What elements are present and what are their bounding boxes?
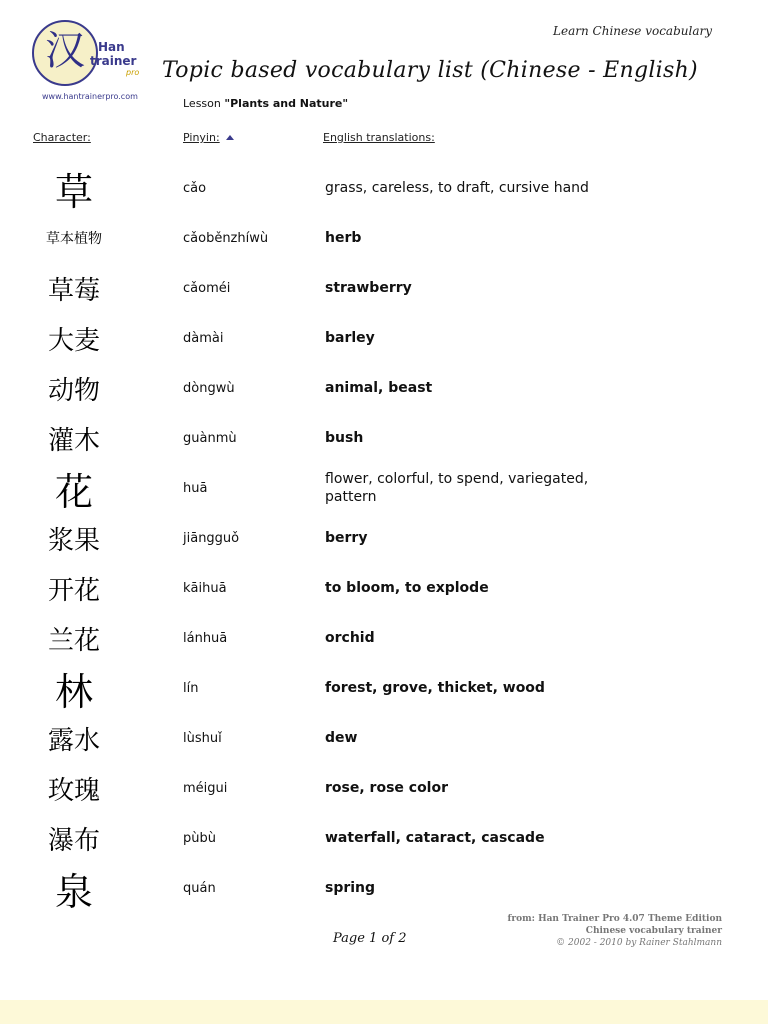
column-header-pinyin-label: Pinyin:: [183, 131, 220, 144]
vocab-row: [0, 363, 768, 413]
vocab-character: 瀑布: [47, 825, 100, 856]
vocab-character: 动物: [47, 375, 100, 406]
vocab-pinyin: lùshuǐ: [183, 730, 222, 746]
vocab-row: [0, 213, 768, 263]
vocab-row: [0, 713, 768, 763]
column-header-character[interactable]: Character:: [33, 131, 91, 144]
vocab-english: spring: [325, 880, 376, 896]
vocab-row: [0, 813, 768, 863]
vocab-pinyin: huā: [183, 480, 208, 496]
vocab-english: barley: [325, 330, 375, 346]
footer-credits: [507, 913, 722, 949]
vocab-row: [0, 463, 768, 513]
vocab-character: 花: [54, 469, 93, 514]
vocab-english: dew: [325, 730, 358, 746]
vocab-character: 草本植物: [46, 231, 102, 247]
logo-url[interactable]: www.hantrainerpro.com: [42, 92, 138, 101]
vocab-row: [0, 663, 768, 713]
vocab-english: rose, rose color: [325, 780, 449, 796]
logo-trainer-text: trainer: [90, 54, 137, 68]
vocab-english: grass, careless, to draft, cursive hand: [325, 180, 589, 196]
vocab-english: bush: [325, 430, 364, 446]
sort-ascending-icon: [226, 135, 234, 140]
vocab-english: animal, beast: [325, 380, 433, 396]
vocab-english: berry: [325, 530, 368, 546]
vocab-row: [0, 263, 768, 313]
vocab-row: [0, 613, 768, 663]
page-number: Page 1 of 2: [333, 931, 407, 946]
tagline: Learn Chinese vocabulary: [553, 24, 712, 38]
vocab-row: [0, 863, 768, 913]
logo-han-text: Han: [98, 40, 125, 54]
vocab-row: [0, 763, 768, 813]
vocab-character: 草莓: [47, 275, 100, 306]
vocab-character: 浆果: [47, 525, 100, 556]
vocab-english: forest, grove, thicket, wood: [325, 680, 545, 696]
vocab-pinyin: lánhuā: [183, 630, 228, 646]
page-title: Topic based vocabulary list (Chinese - English): [162, 58, 698, 83]
vocab-pinyin: kāihuā: [183, 580, 227, 596]
vocab-character: 露水: [47, 725, 100, 756]
footer-subtitle: Chinese vocabulary trainer: [585, 926, 722, 936]
vocab-english: flower, colorful, to spend, variegated, pattern: [325, 471, 589, 505]
vocab-pinyin: cǎoběnzhíwù: [183, 230, 269, 246]
vocab-pinyin: lín: [183, 680, 199, 696]
vocab-pinyin: cǎoméi: [183, 280, 231, 296]
vocab-english: herb: [325, 230, 362, 246]
vocab-pinyin: méigui: [183, 780, 228, 796]
vocab-character: 大麦: [47, 325, 100, 356]
vocab-english: orchid: [325, 630, 375, 646]
column-header-pinyin[interactable]: [183, 131, 234, 144]
vocab-pinyin: pùbù: [183, 830, 216, 846]
vocab-character: 泉: [54, 869, 93, 914]
lesson-name: "Plants and Nature": [224, 97, 349, 110]
vocab-row: [0, 313, 768, 363]
vocab-pinyin: cǎo: [183, 180, 207, 196]
vocab-character: 林: [54, 669, 93, 714]
vocab-pinyin: dàmài: [183, 330, 224, 346]
vocab-english: waterfall, cataract, cascade: [325, 830, 545, 846]
vocab-character: 灌木: [47, 425, 100, 456]
lesson-prefix: Lesson: [183, 97, 221, 110]
logo-pro-text: pro: [126, 68, 140, 77]
vocab-pinyin: quán: [183, 880, 216, 896]
footer-copyright: © 2002 - 2010 by Rainer Stahlmann: [556, 938, 722, 948]
vocab-row: [0, 413, 768, 463]
lesson-label: [183, 97, 348, 110]
vocab-english: strawberry: [325, 280, 412, 296]
vocab-character: 开花: [47, 575, 100, 606]
vocab-english: to bloom, to explode: [325, 580, 489, 596]
logo-character: 汉: [45, 28, 85, 74]
footer-from: from: Han Trainer Pro 4.07 Theme Edition: [507, 914, 722, 924]
han-trainer-logo: [30, 18, 140, 104]
vocab-pinyin: jiāngguǒ: [183, 530, 240, 546]
vocab-character: 兰花: [47, 625, 100, 656]
column-header-english[interactable]: English translations:: [323, 131, 435, 144]
vocab-pinyin: guànmù: [183, 430, 237, 446]
vocab-character: 草: [54, 169, 93, 214]
bottom-band: [0, 1000, 768, 1024]
vocab-row: [0, 563, 768, 613]
vocab-character: 玫瑰: [47, 775, 100, 806]
vocab-row: [0, 163, 768, 213]
vocabulary-list: [0, 163, 768, 913]
vocab-row: [0, 513, 768, 563]
vocab-pinyin: dòngwù: [183, 380, 235, 396]
